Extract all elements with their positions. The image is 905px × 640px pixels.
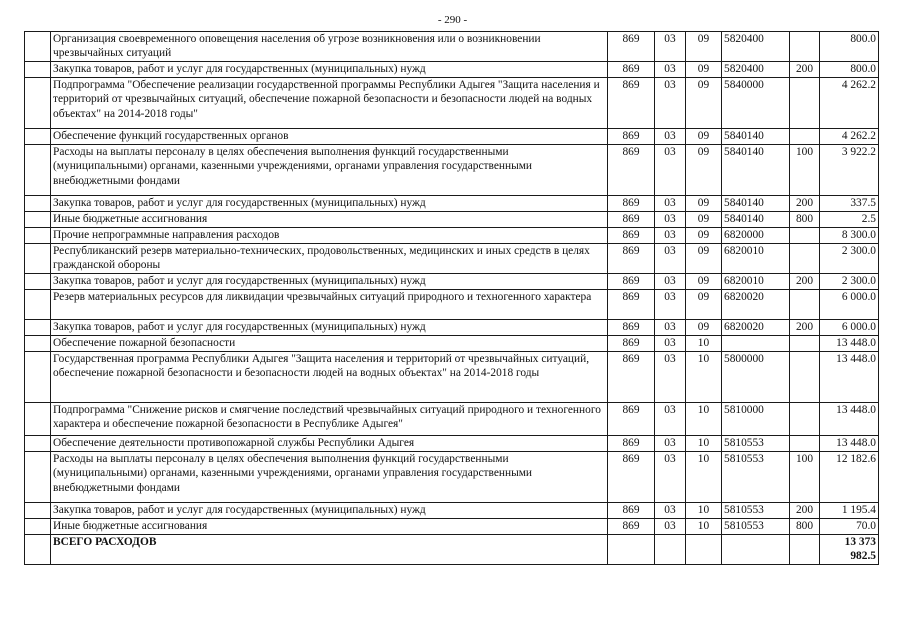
row-name: Обеспечение пожарной безопасности [51, 336, 608, 352]
row-amount: 13 448.0 [820, 352, 879, 403]
total-label: ВСЕГО РАСХОДОВ [51, 535, 608, 565]
row-name: Прочие непрограммные направления расходов [51, 228, 608, 244]
row-target-article: 6820010 [722, 274, 790, 290]
row-amount: 337.5 [820, 196, 879, 212]
row-expense-type [790, 228, 820, 244]
row-section: 03 [655, 196, 686, 212]
row-target-article: 6820000 [722, 228, 790, 244]
row-ministry-code: 869 [608, 62, 655, 78]
table-row [25, 274, 879, 290]
table-row [25, 228, 879, 244]
row-name: Резерв материальных ресурсов для ликвидации чрезвычайных ситуаций природного и техногенного характера [51, 290, 608, 320]
row-number-cell [25, 212, 51, 228]
row-name: Расходы на выплаты персоналу в целях обеспечения выполнения функций государственными (муниципальными) органами, казенными учреждениями, органами управления государственными внебюджетными фондами [51, 145, 608, 196]
row-subsection: 09 [686, 274, 722, 290]
table-row [25, 452, 879, 503]
row-target-article: 5820400 [722, 62, 790, 78]
table-row [25, 503, 879, 519]
row-number-cell [25, 78, 51, 129]
row-section: 03 [655, 145, 686, 196]
row-amount: 13 448.0 [820, 436, 879, 452]
table-row [25, 320, 879, 336]
row-number-cell [25, 320, 51, 336]
row-name: Организация своевременного оповещения населения об угрозе возникновения или о возникновении чрезвычайных ситуаций [51, 32, 608, 62]
row-ministry-code: 869 [608, 228, 655, 244]
row-ministry-code: 869 [608, 519, 655, 535]
row-target-article: 5810553 [722, 519, 790, 535]
table-row [25, 129, 879, 145]
row-amount: 2.5 [820, 212, 879, 228]
row-target-article: 5840140 [722, 129, 790, 145]
row-target-article: 5810553 [722, 436, 790, 452]
row-expense-type: 200 [790, 62, 820, 78]
row-amount: 13 448.0 [820, 336, 879, 352]
table-row [25, 212, 879, 228]
table-row [25, 403, 879, 436]
row-section: 03 [655, 452, 686, 503]
row-section: 03 [655, 32, 686, 62]
row-ministry-code: 869 [608, 129, 655, 145]
row-section: 03 [655, 503, 686, 519]
total-number-cell [25, 535, 51, 565]
row-expense-type [790, 32, 820, 62]
row-section: 03 [655, 78, 686, 129]
row-name: Подпрограмма "Снижение рисков и смягчение последствий чрезвычайных ситуаций природного и техногенного характера и обеспечение пожарной безопасности в Республике Адыгея" [51, 403, 608, 436]
row-amount: 800.0 [820, 62, 879, 78]
row-amount: 12 182.6 [820, 452, 879, 503]
row-target-article: 5810000 [722, 403, 790, 436]
row-amount: 13 448.0 [820, 403, 879, 436]
table-row [25, 32, 879, 62]
row-subsection: 10 [686, 436, 722, 452]
row-number-cell [25, 352, 51, 403]
row-number-cell [25, 519, 51, 535]
row-subsection: 10 [686, 519, 722, 535]
row-subsection: 10 [686, 352, 722, 403]
row-target-article: 5840140 [722, 212, 790, 228]
row-number-cell [25, 244, 51, 274]
row-amount: 3 922.2 [820, 145, 879, 196]
row-subsection: 09 [686, 320, 722, 336]
table-row [25, 290, 879, 320]
total-empty-cell [790, 535, 820, 565]
row-section: 03 [655, 228, 686, 244]
row-ministry-code: 869 [608, 352, 655, 403]
row-ministry-code: 869 [608, 503, 655, 519]
row-target-article: 6820020 [722, 320, 790, 336]
row-ministry-code: 869 [608, 452, 655, 503]
row-name: Закупка товаров, работ и услуг для государственных (муниципальных) нужд [51, 196, 608, 212]
total-empty-cell [608, 535, 655, 565]
row-section: 03 [655, 436, 686, 452]
row-amount: 4 262.2 [820, 129, 879, 145]
row-expense-type: 100 [790, 452, 820, 503]
row-expense-type: 800 [790, 519, 820, 535]
row-section: 03 [655, 129, 686, 145]
row-subsection: 09 [686, 290, 722, 320]
total-amount: 13 373 982.5 [820, 535, 879, 565]
table-row [25, 336, 879, 352]
row-ministry-code: 869 [608, 274, 655, 290]
row-target-article: 6820020 [722, 290, 790, 320]
row-expense-type [790, 403, 820, 436]
row-ministry-code: 869 [608, 78, 655, 129]
table-row [25, 244, 879, 274]
row-expense-type [790, 78, 820, 129]
table-row [25, 436, 879, 452]
row-subsection: 09 [686, 129, 722, 145]
row-expense-type: 800 [790, 212, 820, 228]
row-expense-type: 100 [790, 145, 820, 196]
row-name: Республиканский резерв материально-технических, продовольственных, медицинских и иных средств в целях гражданской обороны [51, 244, 608, 274]
row-name: Иные бюджетные ассигнования [51, 212, 608, 228]
row-number-cell [25, 452, 51, 503]
row-name: Расходы на выплаты персоналу в целях обеспечения выполнения функций государственными (муниципальными) органами, казенными учреждениями, органами управления государственными внебюджетными фондами [51, 452, 608, 503]
row-section: 03 [655, 519, 686, 535]
row-section: 03 [655, 274, 686, 290]
table-row [25, 352, 879, 403]
row-subsection: 09 [686, 196, 722, 212]
row-expense-type: 200 [790, 503, 820, 519]
row-name: Закупка товаров, работ и услуг для государственных (муниципальных) нужд [51, 320, 608, 336]
row-amount: 8 300.0 [820, 228, 879, 244]
row-subsection: 09 [686, 228, 722, 244]
row-subsection: 10 [686, 503, 722, 519]
table-row [25, 145, 879, 196]
total-row [25, 535, 879, 565]
page-number: - 290 - [437, 14, 468, 26]
row-expense-type: 200 [790, 274, 820, 290]
row-subsection: 10 [686, 336, 722, 352]
row-number-cell [25, 62, 51, 78]
row-subsection: 10 [686, 403, 722, 436]
table-row [25, 196, 879, 212]
row-number-cell [25, 503, 51, 519]
budget-table [24, 31, 879, 565]
row-section: 03 [655, 212, 686, 228]
row-expense-type [790, 352, 820, 403]
row-name: Обеспечение функций государственных органов [51, 129, 608, 145]
row-number-cell [25, 32, 51, 62]
row-subsection: 09 [686, 32, 722, 62]
row-amount: 2 300.0 [820, 244, 879, 274]
row-name: Обеспечение деятельности противопожарной службы Республики Адыгея [51, 436, 608, 452]
row-amount: 800.0 [820, 32, 879, 62]
row-target-article: 5840000 [722, 78, 790, 129]
row-expense-type [790, 244, 820, 274]
row-number-cell [25, 196, 51, 212]
row-section: 03 [655, 352, 686, 403]
row-number-cell [25, 336, 51, 352]
row-ministry-code: 869 [608, 145, 655, 196]
table-row [25, 519, 879, 535]
row-section: 03 [655, 320, 686, 336]
row-expense-type [790, 436, 820, 452]
row-expense-type [790, 290, 820, 320]
total-empty-cell [655, 535, 686, 565]
row-subsection: 09 [686, 244, 722, 274]
row-number-cell [25, 129, 51, 145]
row-target-article: 5800000 [722, 352, 790, 403]
row-section: 03 [655, 62, 686, 78]
row-section: 03 [655, 290, 686, 320]
row-name: Закупка товаров, работ и услуг для государственных (муниципальных) нужд [51, 503, 608, 519]
row-ministry-code: 869 [608, 436, 655, 452]
table-row [25, 78, 879, 129]
row-amount: 2 300.0 [820, 274, 879, 290]
row-target-article: 5820400 [722, 32, 790, 62]
table-row [25, 62, 879, 78]
row-name: Государственная программа Республики Адыгея "Защита населения и территорий от чрезвычайных ситуаций, обеспечение пожарной безопасности и безопасности людей на водных объектах" на 2014-2018 годы [51, 352, 608, 403]
row-subsection: 09 [686, 62, 722, 78]
row-amount: 4 262.2 [820, 78, 879, 129]
row-name: Закупка товаров, работ и услуг для государственных (муниципальных) нужд [51, 62, 608, 78]
row-ministry-code: 869 [608, 212, 655, 228]
row-amount: 1 195.4 [820, 503, 879, 519]
row-subsection: 10 [686, 452, 722, 503]
total-empty-cell [686, 535, 722, 565]
row-target-article: 6820010 [722, 244, 790, 274]
row-subsection: 09 [686, 212, 722, 228]
row-amount: 70.0 [820, 519, 879, 535]
row-subsection: 09 [686, 78, 722, 129]
row-number-cell [25, 228, 51, 244]
row-number-cell [25, 274, 51, 290]
row-section: 03 [655, 403, 686, 436]
row-ministry-code: 869 [608, 290, 655, 320]
row-name: Закупка товаров, работ и услуг для государственных (муниципальных) нужд [51, 274, 608, 290]
row-ministry-code: 869 [608, 403, 655, 436]
total-empty-cell [722, 535, 790, 565]
row-name: Иные бюджетные ассигнования [51, 519, 608, 535]
row-expense-type [790, 129, 820, 145]
row-number-cell [25, 436, 51, 452]
row-number-cell [25, 290, 51, 320]
row-amount: 6 000.0 [820, 290, 879, 320]
row-name: Подпрограмма "Обеспечение реализации государственной программы Республики Адыгея "Защита населения и территорий от чрезвычайных ситуаций, обеспечение пожарной безопасности и безопасности людей на водных объектах" на 2014-2018 годы" [51, 78, 608, 129]
row-expense-type: 200 [790, 196, 820, 212]
row-target-article: 5810553 [722, 452, 790, 503]
row-target-article: 5810553 [722, 503, 790, 519]
row-expense-type: 200 [790, 320, 820, 336]
row-subsection: 09 [686, 145, 722, 196]
row-expense-type [790, 336, 820, 352]
row-ministry-code: 869 [608, 32, 655, 62]
table-body [25, 32, 879, 565]
row-target-article: 5840140 [722, 145, 790, 196]
row-target-article [722, 336, 790, 352]
row-ministry-code: 869 [608, 244, 655, 274]
row-number-cell [25, 145, 51, 196]
row-ministry-code: 869 [608, 336, 655, 352]
row-ministry-code: 869 [608, 320, 655, 336]
row-amount: 6 000.0 [820, 320, 879, 336]
row-section: 03 [655, 336, 686, 352]
row-ministry-code: 869 [608, 196, 655, 212]
row-section: 03 [655, 244, 686, 274]
row-target-article: 5840140 [722, 196, 790, 212]
row-number-cell [25, 403, 51, 436]
